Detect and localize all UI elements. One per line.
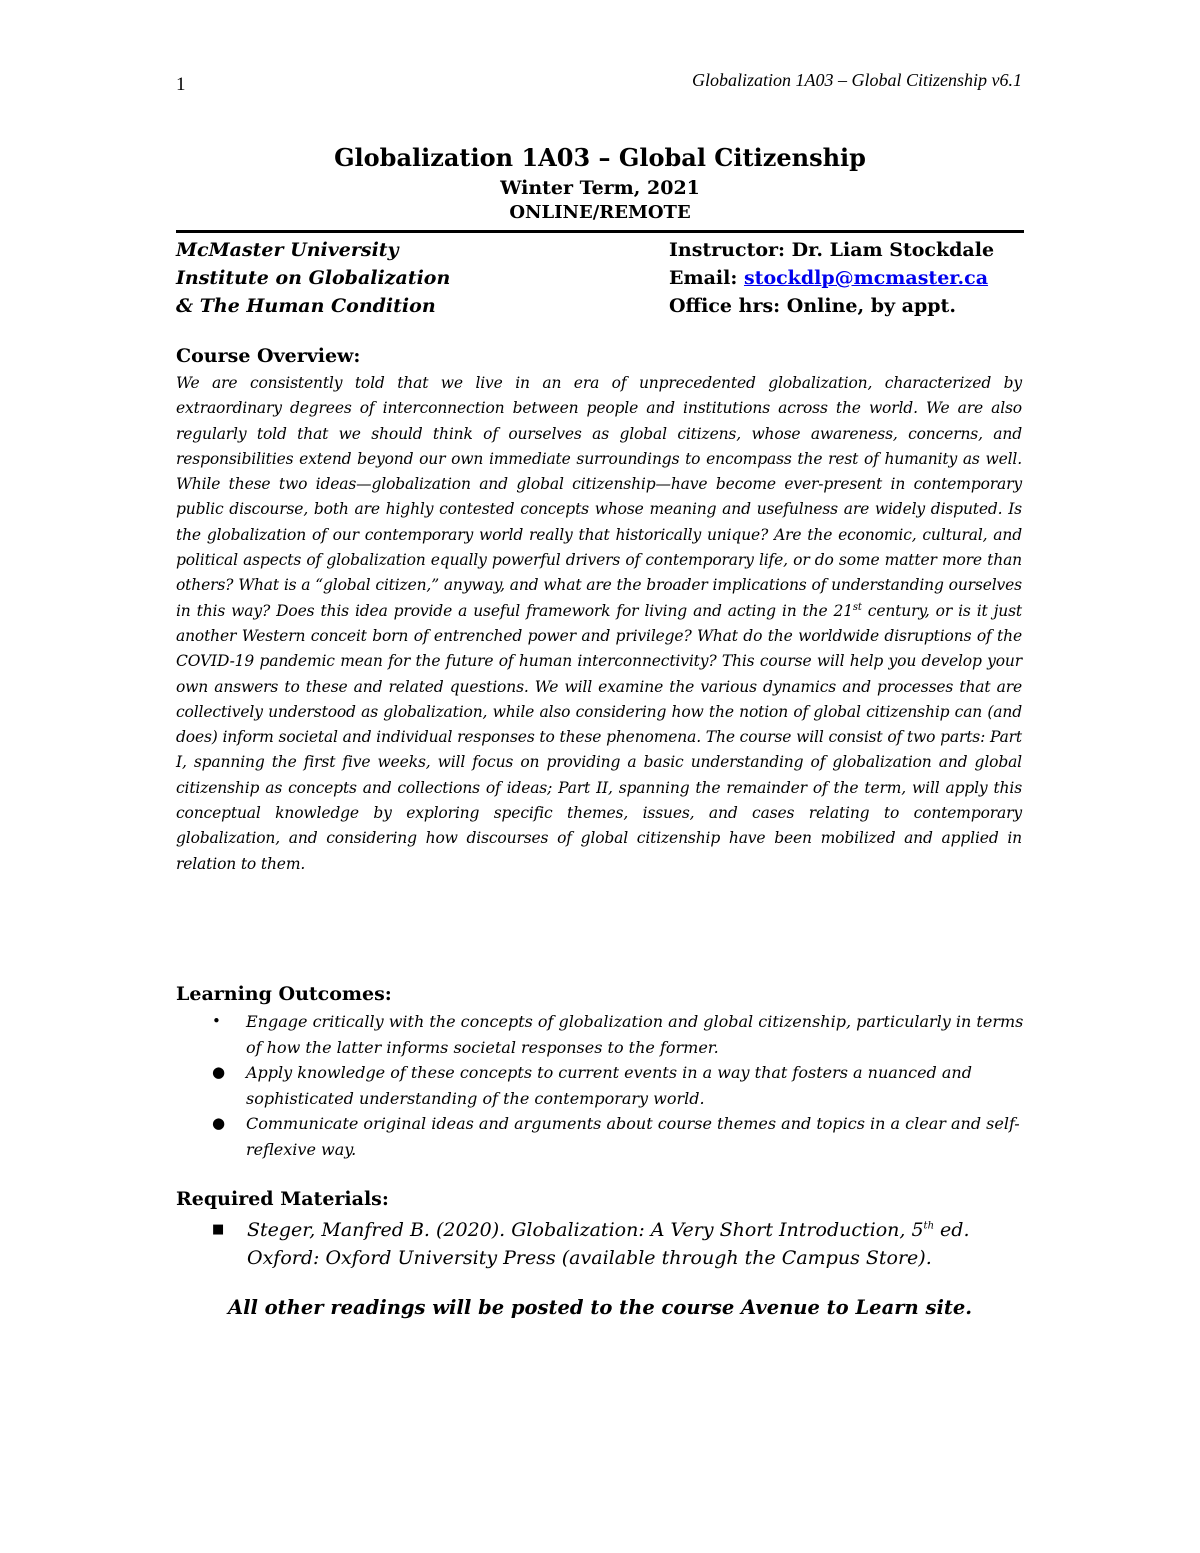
course-overview-text: [176, 371, 1022, 877]
material-text-part2: ed. Oxford: Oxford University Press (available through the Campus Store).: [247, 1219, 970, 1269]
closing-note: All other readings will be posted to the course Avenue to Learn site.: [227, 1296, 973, 1319]
email-link[interactable]: stockdlp@mcmaster.ca: [743, 267, 989, 289]
office-hours: Office hrs: Online, by appt.: [669, 295, 956, 317]
required-materials-list: [176, 1216, 1026, 1272]
instructor-info: [669, 236, 994, 320]
learning-outcomes-heading: Learning Outcomes:: [176, 983, 392, 1005]
bullet-icon: ●: [212, 1063, 226, 1081]
outcome-text: Communicate original ideas and arguments about course themes and topics in a clear and self-reflexive way.: [246, 1114, 1020, 1159]
list-item: [176, 1060, 1026, 1111]
institute-name-line2: & The Human Condition: [176, 295, 436, 317]
bullet-icon: ●: [212, 1114, 226, 1132]
overview-text-part2: century, or is it just another Western conceit born of entrenched power and privilege? What do the worldwide disruptions of the COVID-19 pandemic mean for the future of human interconnectivity? This course will help you develop your own answers to these and related questions. We will examine the various dynamics and processes that are collectively understood as globalization, while also considering how the notion of global citizenship can (and does) inform societal and individual responses to these phenomena. The course will consist of two parts: Part I, spanning the first five weeks, will focus on providing a basic understanding of globalization and global citizenship as concepts and collections of ideas; Part II, spanning the remainder of the term, will apply this conceptual knowledge by exploring specific themes, issues, and cases relating to contemporary globalization, and considering how discourses of global citizenship have been mobilized and applied in relation to them.: [176, 601, 1023, 873]
material-text-part1: Steger, Manfred B. (2020). Globalization: A Very Short Introduction, 5: [247, 1219, 924, 1241]
outcome-text: Apply knowledge of these concepts to current events in a way that fosters a nuanced and sophisticated understanding of the contemporary world.: [246, 1063, 972, 1108]
page-number: 1: [176, 74, 186, 95]
title-block: [176, 142, 1024, 225]
list-item: [176, 1216, 1026, 1272]
list-item: [176, 1009, 1026, 1060]
institute-name-line1: Institute on Globalization: [176, 267, 451, 289]
list-item: [176, 1111, 1026, 1162]
email-label: Email:: [669, 267, 744, 289]
running-header: Globalization 1A03 – Global Citizenship v6.1: [691, 70, 1022, 90]
outcome-text: Engage critically with the concepts of globalization and global citizenship, particularly in terms of how the latter informs societal responses to the former.: [246, 1012, 1024, 1057]
square-bullet-icon: ■: [212, 1222, 225, 1237]
overview-text-part1: We are consistently told that we live in an era of unprecedented globalization, characterized by extraordinary degrees of interconnection between people and institutions across the world. We are also regularly told that we should think of ourselves as global citizens, whose awareness, concerns, and responsibilities extend beyond our own immediate surroundings to encompass the rest of humanity as well. While these two ideas—globalization and global citizenship—have become ever-present in contemporary public discourse, both are highly contested concepts whose meaning and usefulness are widely disputed. Is the globalization of our contemporary world really that historically unique? Are the economic, cultural, and political aspects of globalization equally powerful drivers of contemporary life, or do some matter more than others? What is a “global citizen,” anyway, and what are the broader implications of understanding ourselves in this way? Does this idea provide a useful framework for living and acting in the 21: [176, 374, 1022, 620]
university-name: McMaster University: [176, 239, 399, 261]
term-line: Winter Term, 2021: [500, 177, 700, 199]
learning-outcomes-list: [176, 1009, 1026, 1162]
bullet-icon: •: [212, 1012, 221, 1030]
required-materials-heading: Required Materials:: [176, 1188, 389, 1210]
material-superscript: th: [923, 1220, 935, 1232]
title-divider: [176, 230, 1024, 233]
institution-info: [176, 236, 450, 320]
course-overview-heading: Course Overview:: [176, 345, 361, 367]
email-line: [669, 264, 994, 292]
delivery-mode: ONLINE/REMOTE: [509, 202, 691, 223]
overview-superscript: st: [852, 601, 862, 613]
document-title: Globalization 1A03 – Global Citizenship: [334, 143, 866, 172]
instructor-name: Instructor: Dr. Liam Stockdale: [669, 239, 995, 261]
